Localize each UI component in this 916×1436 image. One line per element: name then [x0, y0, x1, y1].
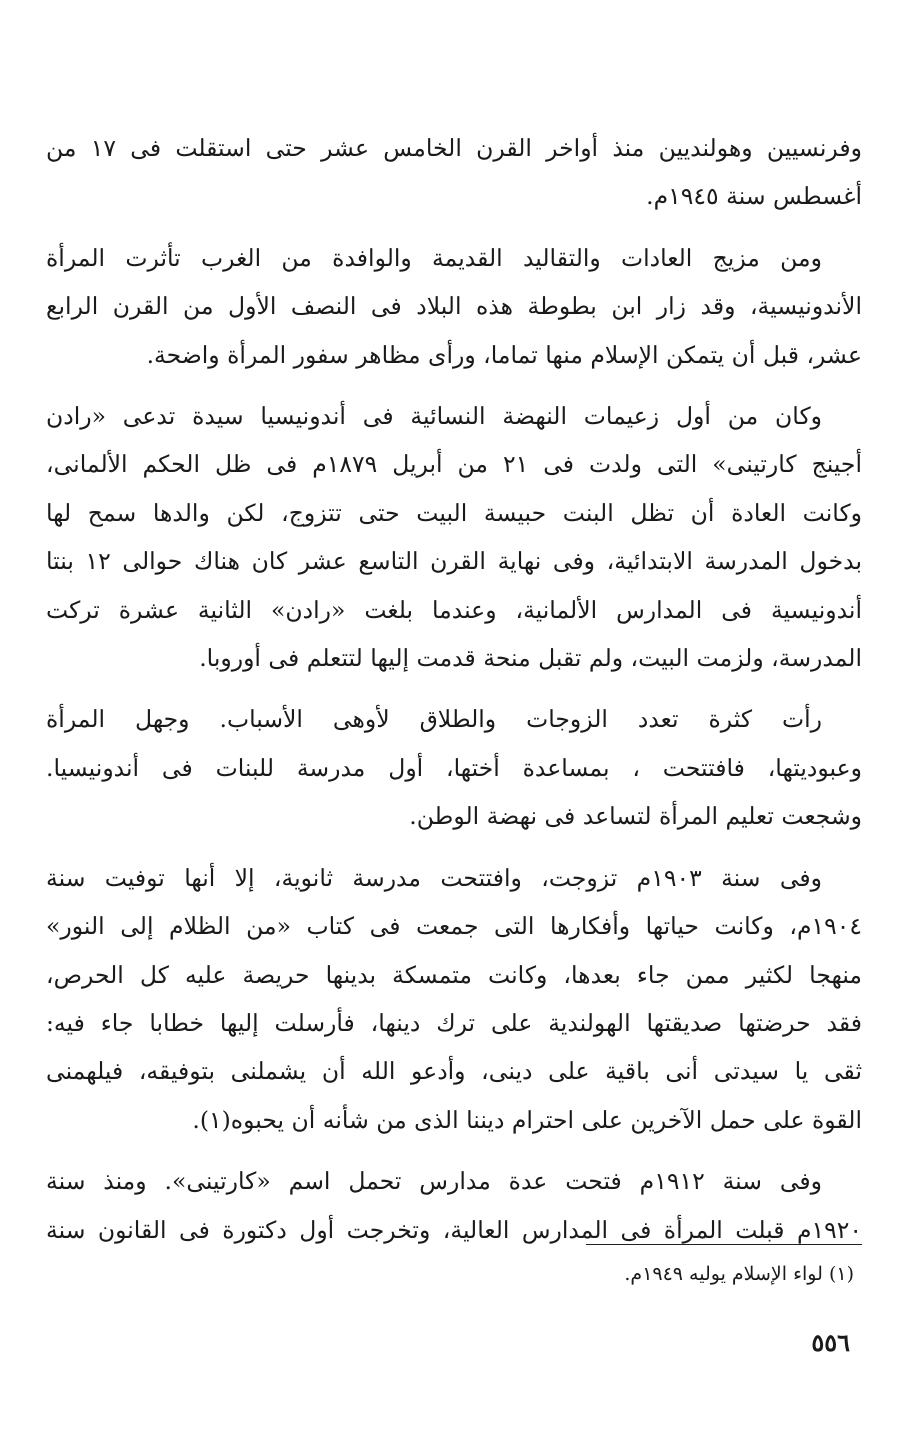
text-line: رأت كثرة تعدد الزوجات والطلاق لأوهى الأسباب. وجهل المرأة: [46, 705, 822, 734]
text-line: ثقى يا سيدتى أنى باقية على دينى، وأدعو الله أن يشملنى بتوفيقه، فيلهمنى: [46, 1057, 862, 1086]
text-line: وكان من أول زعيمات النهضة النسائية فى أندونيسيا سيدة تدعى «رادن: [46, 402, 822, 431]
text-line: وفرنسيين وهولنديين منذ أواخر القرن الخامس عشر حتى استقلت فى ١٧ من: [46, 134, 862, 162]
paragraph-1: [46, 124, 862, 221]
text-line: عشر، قبل أن يتمكن الإسلام منها تماما، ورأى مظاهر سفور المرأة واضحة.: [146, 340, 862, 369]
text-line: وشجعت تعليم المرأة لتساعد فى نهضة الوطن.: [409, 802, 862, 831]
paragraph-4: [46, 695, 862, 840]
paragraph-3: [46, 392, 862, 682]
paragraph-5: [46, 854, 862, 1144]
text-line: ١٩٠٤م، وكانت حياتها وأفكارها التى جمعت فى كتاب «من الظلام إلى النور»: [46, 912, 862, 941]
body-text: [46, 124, 862, 1267]
footnote-divider: [586, 1244, 862, 1245]
text-line: أندونيسية فى المدارس الألمانية، وعندما بلغت «رادن» الثانية عشرة تركت: [46, 595, 862, 624]
text-line: وكانت العادة أن تظل البنت حبيسة البيت حتى تتزوج، لكن والدها سمح لها: [46, 498, 862, 527]
text-line: المدرسة، ولزمت البيت، ولم تقبل منحة قدمت إليها لتتعلم فى أوروبا.: [199, 644, 862, 673]
text-line: الأندونيسية، وقد زار ابن بطوطة هذه البلاد فى النصف الأول من القرن الرابع: [46, 292, 862, 321]
footnote: (١) لواء الإسلام يوليه ١٩٤٩م.: [624, 1263, 854, 1285]
text-line: ١٩٢٠م قبلت المرأة فى المدارس العالية، وتخرجت أول دكتورة فى القانون سنة: [46, 1215, 862, 1244]
text-line: بدخول المدرسة الابتدائية، وفى نهاية القرن التاسع عشر كان هناك حوالى ١٢ بنتا: [46, 547, 863, 576]
text-line: القوة على حمل الآخرين على احترام ديننا الذى من شأنه أن يحبوه(١).: [192, 1105, 862, 1134]
text-line: منهجا لكثير ممن جاء بعدها، وكانت متمسكة بدينها حريصة عليه كل الحرص،: [46, 960, 862, 989]
text-line: أجينج كارتينى» التى ولدت فى ٢١ من أبريل ١٨٧٩م فى ظل الحكم الألمانى،: [46, 450, 862, 479]
text-line: وفى سنة ١٩١٢م فتحت عدة مدارس تحمل اسم «كارتينى». ومنذ سنة: [46, 1167, 822, 1196]
text-line: أغسطس سنة ١٩٤٥م.: [646, 182, 862, 211]
text-line: وفى سنة ١٩٠٣م تزوجت، وافتتحت مدرسة ثانوية، إلا أنها توفيت سنة: [46, 863, 822, 892]
paragraph-2: [46, 234, 862, 379]
text-line: وعبوديتها، فافتتحت ، بمساعدة أختها، أول مدرسة للبنات فى أندونيسيا.: [46, 753, 862, 782]
text-line: ومن مزيج العادات والتقاليد القديمة والوافدة من الغرب تأثرت المرأة: [46, 243, 822, 272]
paragraph-6: [46, 1157, 862, 1254]
text-line: فقد حرضتها صديقتها الهولندية على ترك دينها، فأرسلت إليها خطابا جاء فيه:: [46, 1008, 862, 1037]
page-number: ٥٥٦: [811, 1328, 850, 1357]
